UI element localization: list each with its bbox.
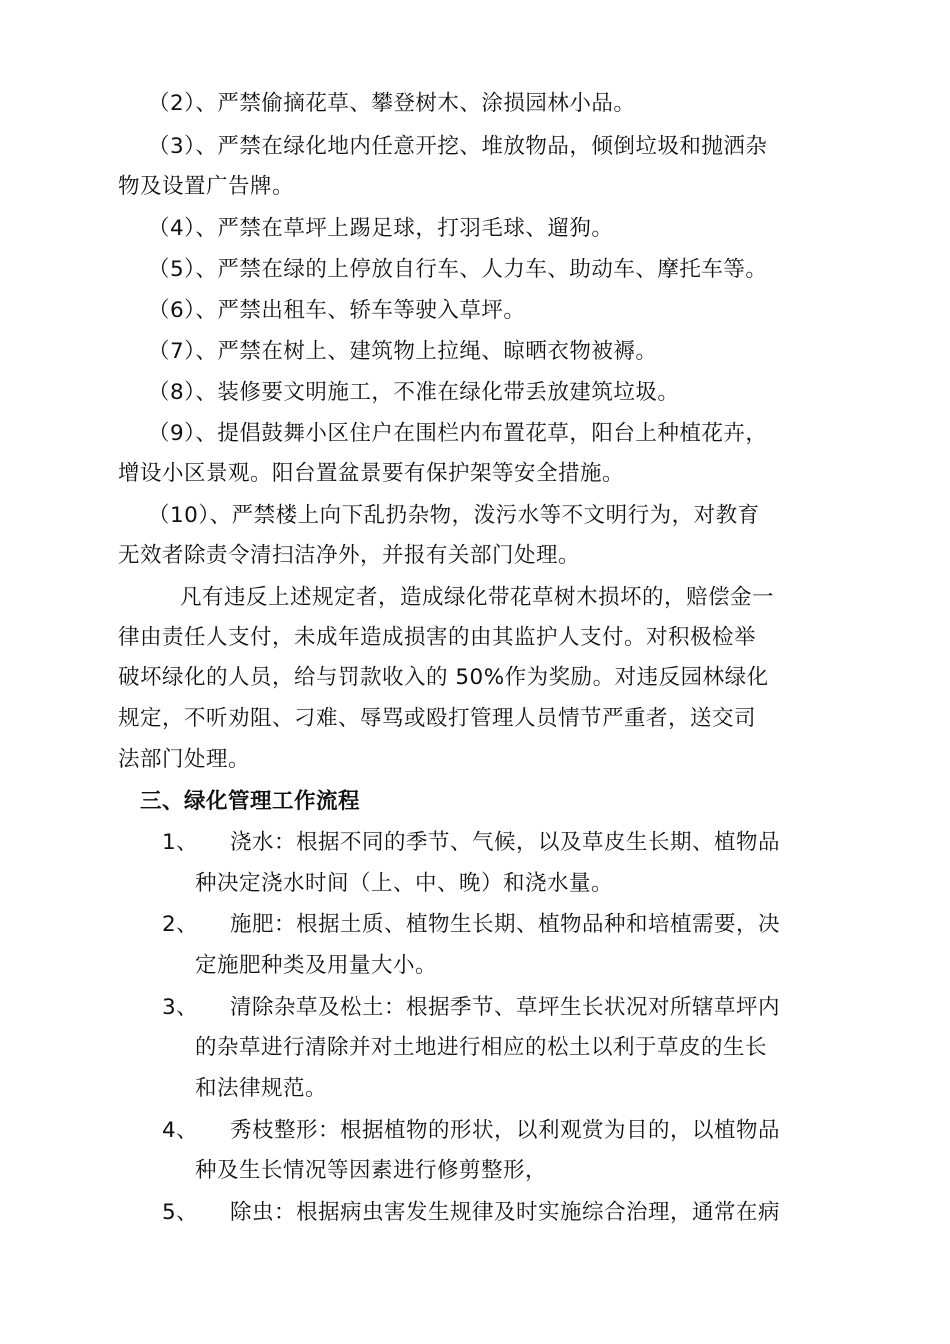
workflow-item-2-line-1 xyxy=(162,910,780,940)
rule-3-line-2: 物及设置广告牌。 xyxy=(118,174,295,199)
workflow-item-3-text: 清除杂草及松土：根据季节、草坪生长状况对所辖草坪内 xyxy=(230,995,781,1020)
workflow-item-4-text: 秀枝整形：根据植物的形状，以利观赏为目的，以植物品 xyxy=(230,1118,781,1143)
workflow-item-4-number: 4、 xyxy=(162,1118,199,1143)
workflow-item-3-line-1 xyxy=(162,993,780,1023)
workflow-item-1-number: 1、 xyxy=(162,830,199,855)
rule-6: （6）、严禁出租车、轿车等驶入草坪。 xyxy=(148,298,526,323)
rule-8: （8）、装修要文明施工，不准在绿化带丢放建筑垃圾。 xyxy=(148,380,680,405)
penalty-line-1: 凡有违反上述规定者，造成绿化带花草树木损坏的，赔偿金一 xyxy=(180,585,775,610)
rule-7: （7）、严禁在树上、建筑物上拉绳、晾晒衣物被褥。 xyxy=(148,339,658,364)
workflow-item-2-line-2: 定施肥种类及用量大小。 xyxy=(195,953,438,978)
workflow-item-3-line-2: 的杂草进行清除并对土地进行相应的松土以利于草皮的生长 xyxy=(195,1035,768,1060)
rule-5: （5）、严禁在绿的上停放自行车、人力车、助动车、摩托车等。 xyxy=(148,257,768,282)
workflow-item-5-line-1 xyxy=(162,1198,780,1228)
workflow-item-2-text: 施肥：根据土质、植物生长期、植物品种和培植需要，决 xyxy=(230,912,781,937)
workflow-item-1-text: 浇水：根据不同的季节、气候，以及草皮生长期、植物品 xyxy=(230,830,781,855)
rule-10-line-2: 无效者除责令清扫洁净外，并报有关部门处理。 xyxy=(118,543,581,568)
penalty-line-4: 规定，不听劝阻、刁难、辱骂或殴打管理人员情节严重者，送交司 xyxy=(118,706,757,731)
workflow-item-3-line-3: 和法律规范。 xyxy=(195,1076,328,1101)
penalty-line-2: 律由责任人支付，未成年造成损害的由其监护人支付。对积极检举 xyxy=(118,625,757,650)
rule-9-line-1: （9）、提倡鼓舞小区住户在围栏内布置花草，阳台上种植花卉， xyxy=(148,421,768,446)
rule-2: （2）、严禁偷摘花草、攀登树木、涂损园林小品。 xyxy=(148,91,636,116)
rule-4: （4）、严禁在草坪上踢足球，打羽毛球、遛狗。 xyxy=(148,216,614,241)
section-heading: 三、绿化管理工作流程 xyxy=(140,789,361,814)
workflow-item-1-line-1 xyxy=(162,828,780,858)
workflow-item-1-line-2: 种决定浇水时间（上、中、晚）和浇水量。 xyxy=(195,871,614,896)
rule-10-line-1: （10）、严禁楼上向下乱扔杂物，泼污水等不文明行为，对教育 xyxy=(148,503,760,528)
workflow-item-3-number: 3、 xyxy=(162,995,199,1020)
workflow-item-4-line-2: 种及生长情况等因素进行修剪整形， xyxy=(195,1158,548,1183)
rule-3-line-1: （3）、严禁在绿化地内任意开挖、堆放物品，倾倒垃圾和抛洒杂 xyxy=(148,134,768,159)
workflow-item-4-line-1 xyxy=(162,1116,780,1146)
workflow-item-5-number: 5、 xyxy=(162,1200,199,1225)
rule-9-line-2: 增设小区景观。阳台置盆景要有保护架等安全措施。 xyxy=(118,461,625,486)
penalty-line-5: 法部门处理。 xyxy=(118,747,251,772)
workflow-item-2-number: 2、 xyxy=(162,912,199,937)
penalty-line-3: 破坏绿化的人员，给与罚款收入的 50%作为奖励。对违反园林绿化 xyxy=(118,665,769,690)
workflow-item-5-text: 除虫：根据病虫害发生规律及时实施综合治理，通常在病 xyxy=(230,1200,781,1225)
